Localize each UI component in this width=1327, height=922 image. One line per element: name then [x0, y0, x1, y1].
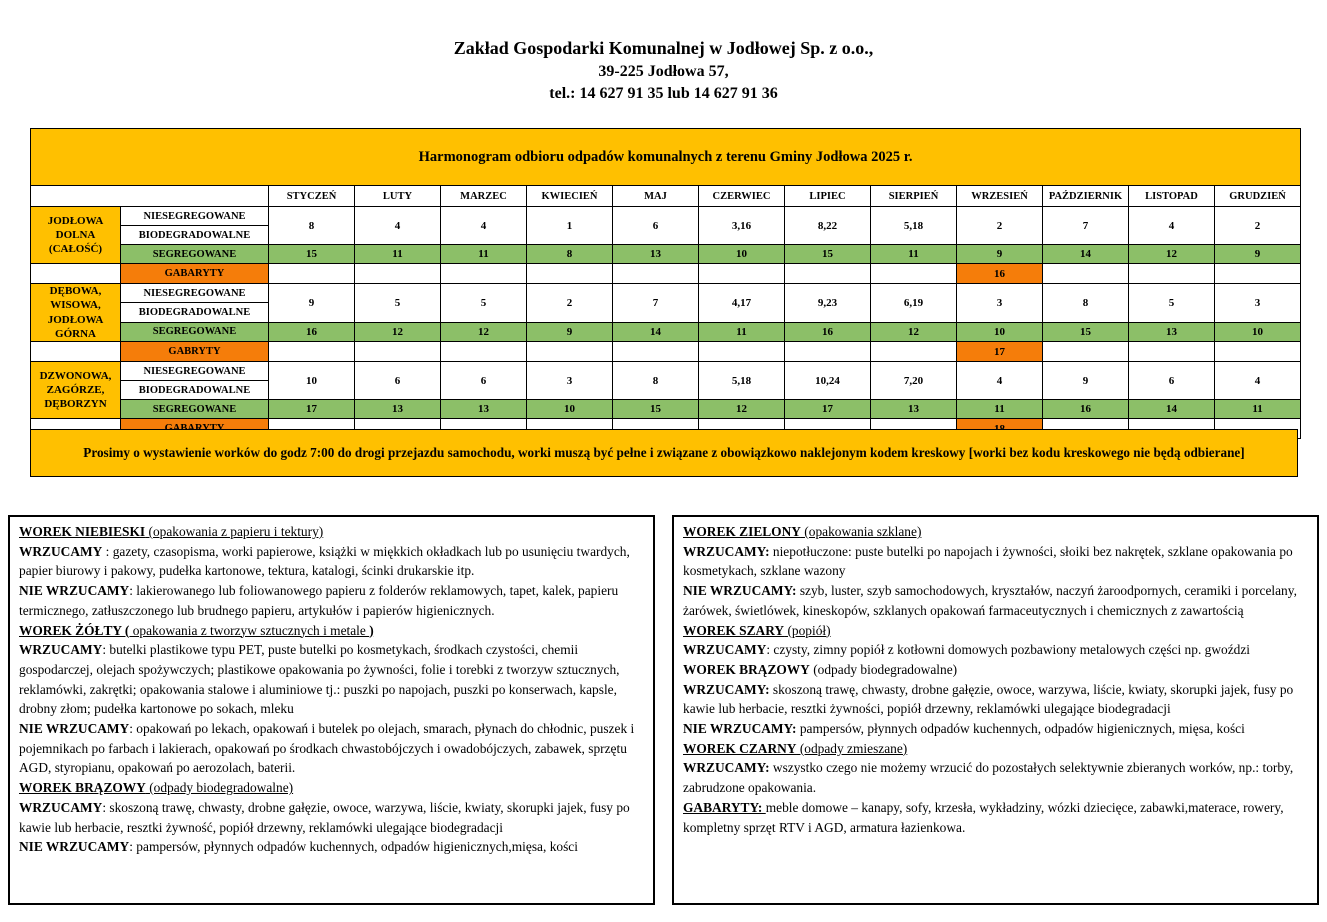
mixed-bio-value-cell: 2	[527, 284, 613, 323]
gabaryty-value-cell	[871, 342, 957, 362]
gabaryty-value-cell	[785, 342, 871, 362]
info-paragraph	[683, 542, 1307, 581]
gabaryty-value-cell	[1215, 264, 1301, 284]
info-text-run: WOREK ZIELONY	[683, 524, 801, 539]
info-text-run: WRZUCAMY	[19, 642, 103, 658]
info-text-run: NIE WRZUCAMY	[19, 839, 130, 855]
info-text-run: WOREK NIEBIESKI	[19, 524, 146, 539]
info-paragraph	[19, 542, 643, 581]
segregowane-value-cell: 12	[871, 322, 957, 341]
segregowane-value-cell: 15	[269, 245, 355, 264]
row-label-gabaryty: GABARYTY	[121, 264, 269, 284]
info-text-run: GABARYTY:	[683, 799, 766, 815]
info-text-run: WRZUCAMY:	[683, 543, 770, 559]
info-paragraph	[683, 581, 1307, 620]
gabaryty-value-cell	[1043, 342, 1129, 362]
info-paragraph	[19, 522, 643, 542]
info-text-run: WRZUCAMY	[683, 642, 767, 658]
group-row-niesegregowane	[31, 284, 1301, 303]
info-text-run: NIE WRZUCAMY	[19, 721, 130, 737]
segregowane-value-cell: 11	[957, 400, 1043, 419]
mixed-bio-value-cell: 4	[355, 207, 441, 245]
info-paragraph	[683, 798, 1307, 837]
month-header-cell: SIERPIEŃ	[871, 186, 957, 207]
row-label-segregowane: SEGREGOWANE	[121, 245, 269, 264]
info-text-run: (odpady zmieszane)	[796, 740, 908, 756]
row-label-biodegradowalne: BIODEGRADOWALNE	[121, 381, 269, 400]
document-header	[0, 38, 1327, 103]
month-header-blank	[31, 186, 269, 207]
info-text-run: szyb, luster, szyb samochodowych, kryształów, naczyń żaroodpornych, ceramiki i porcelany, żarówek, świetlówek, kineskopów, szklanych opakowań farmaceutycznych i chemicznych z zawartością	[683, 583, 1297, 618]
info-text-run: NIE WRZUCAMY:	[683, 721, 797, 737]
gabaryty-value-cell	[355, 342, 441, 362]
segregowane-value-cell: 8	[527, 245, 613, 264]
group-row-segregowane	[31, 400, 1301, 419]
mixed-bio-value-cell: 10	[269, 362, 355, 400]
info-text-run: (odpady biodegradowalne)	[145, 780, 294, 796]
mixed-bio-value-cell: 6	[613, 207, 699, 245]
row-label-niesegregowane: NIESEGREGOWANE	[121, 362, 269, 381]
info-text-run: WOREK BRĄZOWY	[683, 661, 810, 677]
group-row-niesegregowane	[31, 362, 1301, 381]
segregowane-value-cell: 13	[613, 245, 699, 264]
row-label-segregowane: SEGREGOWANE	[121, 400, 269, 419]
schedule-title: Harmonogram odbioru odpadów komunalnych z terenu Gminy Jodłowa 2025 r.	[31, 129, 1301, 186]
info-text-run: (opakowania szklane)	[800, 524, 922, 539]
info-text-run: )	[369, 622, 374, 638]
gabaryty-value-cell	[1129, 264, 1215, 284]
segregowane-value-cell: 11	[1215, 400, 1301, 419]
segregowane-value-cell: 15	[785, 245, 871, 264]
schedule-footer-note: Prosimy o wystawienie worków do godz 7:00 do drogi przejazdu samochodu, worki muszą być pełne i związane z obowiązkowo naklejonym kodem kreskowy [worki bez kodu kreskowego nie będą odbierane]	[30, 429, 1298, 477]
info-text-run: opakowania z tworzyw sztucznych i metale	[129, 622, 370, 638]
mixed-bio-value-cell: 5,18	[871, 207, 957, 245]
segregowane-value-cell: 13	[1129, 322, 1215, 341]
info-text-run: : opakowań po lekach, opakowań i butelek po olejach, smarach, płynach do chłodnic, puszek i pojemnikach po farbach i lakierach, opakowań po środkach chwastobójczych i owadobójczych, zabawek, sprzętu AGD, styropianu, opakowań po aerozolach, baterii.	[19, 721, 635, 776]
month-header-cell: WRZESIEŃ	[957, 186, 1043, 207]
row-label-segregowane: SEGREGOWANE	[121, 322, 269, 341]
segregowane-value-cell: 11	[699, 322, 785, 341]
month-header-cell: STYCZEŃ	[269, 186, 355, 207]
segregowane-value-cell: 12	[1129, 245, 1215, 264]
segregowane-value-cell: 15	[1043, 322, 1129, 341]
month-header-cell: GRUDZIEŃ	[1215, 186, 1301, 207]
info-box-left	[8, 515, 655, 905]
mixed-bio-value-cell: 3,16	[699, 207, 785, 245]
gabaryty-value-cell	[269, 264, 355, 284]
info-text-run: WRZUCAMY:	[683, 760, 770, 776]
gabaryty-value-cell	[527, 264, 613, 284]
mixed-bio-value-cell: 6,19	[871, 284, 957, 323]
info-text-run: (odpady biodegradowalne)	[809, 661, 958, 677]
segregowane-value-cell: 9	[957, 245, 1043, 264]
info-paragraph	[19, 798, 643, 837]
segregowane-value-cell: 17	[785, 400, 871, 419]
gabaryty-value-cell	[699, 342, 785, 362]
info-text-run: : butelki plastikowe typu PET, puste butelki po kosmetykach, środkach czystości, chemii gospodarczej, olejach spożywczych; plastikowe opakowania po żywności, folie i torebki z tworzyw sztucznych, reklamówki, zakrętki; opakowania stalowe i aluminiowe tj.: puszki po napojach, puszki po konserwach, kapsle, drobny złom; pudełka kartonowe po sokach, mleku	[19, 642, 620, 717]
mixed-bio-value-cell: 3	[1215, 284, 1301, 323]
group-row-segregowane	[31, 322, 1301, 341]
mixed-bio-value-cell: 5	[355, 284, 441, 323]
info-paragraph	[19, 581, 643, 620]
gabaryty-value-cell	[441, 342, 527, 362]
segregowane-value-cell: 13	[441, 400, 527, 419]
group-row-gabaryty	[31, 264, 1301, 284]
info-text-run: WOREK CZARNY	[683, 740, 797, 756]
mixed-bio-value-cell: 5	[1129, 284, 1215, 323]
segregowane-value-cell: 16	[785, 322, 871, 341]
segregowane-value-cell: 11	[355, 245, 441, 264]
segregowane-value-cell: 9	[1215, 245, 1301, 264]
row-label-biodegradowalne: BIODEGRADOWALNE	[121, 226, 269, 245]
mixed-bio-value-cell: 6	[1129, 362, 1215, 400]
gabaryty-value-cell	[1043, 264, 1129, 284]
mixed-bio-value-cell: 7	[1043, 207, 1129, 245]
info-text-run: : skoszoną trawę, chwasty, drobne gałęzie, owoce, warzywa, liście, kwiaty, skorupki jajek, fusy po kawie lub herbacie, resztki żywność, popiół drzewny, reklamówki ulegające biodegradacji	[19, 799, 630, 835]
mixed-bio-value-cell: 8	[613, 362, 699, 400]
segregowane-value-cell: 16	[269, 322, 355, 341]
info-text-run: : czysty, zimny popiół z kotłowni domowych pozbawiony metalowych części np. gwoździ	[766, 642, 1250, 658]
info-paragraph	[683, 680, 1307, 719]
gabaryty-value-cell: 16	[957, 264, 1043, 284]
segregowane-value-cell: 12	[699, 400, 785, 419]
info-paragraph	[683, 739, 1307, 759]
month-header-cell: MARZEC	[441, 186, 527, 207]
info-paragraph	[683, 522, 1307, 542]
info-text-run: (popiół)	[784, 622, 831, 638]
area-label-cell: JODŁOWA DOLNA (CAŁOŚĆ)	[31, 207, 121, 264]
segregowane-value-cell: 9	[527, 322, 613, 341]
mixed-bio-value-cell: 8,22	[785, 207, 871, 245]
month-header-cell: CZERWIEC	[699, 186, 785, 207]
month-header-cell: LISTOPAD	[1129, 186, 1215, 207]
info-paragraph	[19, 837, 643, 857]
info-text-run: : gazety, czasopisma, worki papierowe, książki w miękkich okładkach lub po usunięciu twardych, papier biurowy i pakowy, pudełka kartonowe, tektura, katalogi, ścinki drukarskie itp.	[19, 543, 630, 579]
info-text-run: WOREK BRĄZOWY	[19, 780, 146, 796]
mixed-bio-value-cell: 3	[527, 362, 613, 400]
mixed-bio-value-cell: 4	[1129, 207, 1215, 245]
gabaryty-value-cell	[785, 264, 871, 284]
mixed-bio-value-cell: 2	[957, 207, 1043, 245]
mixed-bio-value-cell: 4	[1215, 362, 1301, 400]
mixed-bio-value-cell: 6	[441, 362, 527, 400]
segregowane-value-cell: 16	[1043, 400, 1129, 419]
segregowane-value-cell: 15	[613, 400, 699, 419]
mixed-bio-value-cell: 2	[1215, 207, 1301, 245]
segregowane-value-cell: 17	[269, 400, 355, 419]
info-text-run: : lakierowanego lub foliowanowego papieru z folderów reklamowych, tapet, kalek, papieru termicznego, zatłuszczonego lub brudnego papieru, artykułów i papierów higienicznych.	[19, 583, 619, 618]
row-label-niesegregowane: NIESEGREGOWANE	[121, 284, 269, 303]
mixed-bio-value-cell: 4	[441, 207, 527, 245]
org-name: Zakład Gospodarki Komunalnej w Jodłowej Sp. z o.o.,	[453, 38, 874, 58]
mixed-bio-value-cell: 5,18	[699, 362, 785, 400]
month-header-row	[31, 186, 1301, 207]
info-box-right	[672, 515, 1319, 905]
segregowane-value-cell: 11	[871, 245, 957, 264]
area-label-cell: DĘBOWA, WISOWA, JODŁOWA GÓRNA	[31, 284, 121, 342]
info-text-run: WOREK SZARY	[683, 622, 785, 638]
info-text-run: (opakowania z papieru i tektury)	[145, 524, 324, 539]
segregowane-value-cell: 14	[1043, 245, 1129, 264]
info-paragraph	[683, 719, 1307, 739]
gabaryty-value-cell	[269, 342, 355, 362]
gabaryty-value-cell	[527, 342, 613, 362]
info-text-run: : pampersów, płynnych odpadów kuchennych, odpadów higienicznych,mięsa, kości	[129, 839, 578, 855]
group-row-gabaryty	[31, 342, 1301, 362]
segregowane-value-cell: 13	[355, 400, 441, 419]
month-header-cell: MAJ	[613, 186, 699, 207]
info-text-run: meble domowe – kanapy, sofy, krzesła, wykładziny, wózki dziecięce, zabawki,materace, rowery, kompletny sprzęt RTV i AGD, armatura łazienkowa.	[683, 799, 1284, 835]
segregowane-value-cell: 14	[613, 322, 699, 341]
month-header-cell: LIPIEC	[785, 186, 871, 207]
info-text-run: WRZUCAMY	[19, 543, 103, 559]
gabaryty-value-cell	[613, 342, 699, 362]
mixed-bio-value-cell: 9	[269, 284, 355, 323]
info-paragraph	[19, 640, 643, 719]
mixed-bio-value-cell: 6	[355, 362, 441, 400]
mixed-bio-value-cell: 9,23	[785, 284, 871, 323]
mixed-bio-value-cell: 4,17	[699, 284, 785, 323]
group-row-segregowane	[31, 245, 1301, 264]
gabaryty-value-cell: 17	[957, 342, 1043, 362]
info-paragraph	[683, 640, 1307, 660]
row-label-gabaryty: GABRYTY	[121, 342, 269, 362]
month-header-cell: PAŹDZIERNIK	[1043, 186, 1129, 207]
org-address: 39-225 Jodłowa 57,	[598, 63, 729, 80]
mixed-bio-value-cell: 4	[957, 362, 1043, 400]
info-text-run: NIE WRZUCAMY	[19, 583, 130, 599]
mixed-bio-value-cell: 5	[441, 284, 527, 323]
gabaryty-value-cell	[1129, 342, 1215, 362]
group-row-niesegregowane	[31, 207, 1301, 226]
gabaryty-value-cell	[699, 264, 785, 284]
gabaryty-value-cell	[613, 264, 699, 284]
segregowane-value-cell: 10	[699, 245, 785, 264]
info-text-run: pampersów, płynnych odpadów kuchennych, odpadów higienicznych, mięsa, kości	[796, 721, 1245, 737]
mixed-bio-value-cell: 7	[613, 284, 699, 323]
info-paragraph	[19, 719, 643, 778]
info-text-run: WRZUCAMY:	[683, 681, 770, 697]
area-blank-cell	[31, 342, 121, 362]
row-label-niesegregowane: NIESEGREGOWANE	[121, 207, 269, 226]
info-text-run: niepotłuczone: puste butelki po napojach i żywności, słoiki bez nakrętek, szklane opakowania po kosmetykach, szklane wazony	[683, 543, 1293, 579]
area-label-cell: DZWONOWA, ZAGÓRZE, DĘBORZYN	[31, 362, 121, 419]
info-paragraph	[683, 621, 1307, 641]
mixed-bio-value-cell: 7,20	[871, 362, 957, 400]
segregowane-value-cell: 10	[1215, 322, 1301, 341]
segregowane-value-cell: 12	[441, 322, 527, 341]
month-header-cell: LUTY	[355, 186, 441, 207]
month-header-cell: KWIECIEŃ	[527, 186, 613, 207]
segregowane-value-cell: 14	[1129, 400, 1215, 419]
segregowane-value-cell: 11	[441, 245, 527, 264]
mixed-bio-value-cell: 10,24	[785, 362, 871, 400]
info-text-run: skoszoną trawę, chwasty, drobne gałęzie, owoce, warzywa, liście, kwiaty, skorupki jajek, fusy po kawie lub herbacie, resztki żywności, popiół drzewny, reklamówki ulegające biodegradacji	[683, 681, 1294, 717]
gabaryty-value-cell	[1215, 342, 1301, 362]
info-paragraph	[19, 778, 643, 798]
segregowane-value-cell: 10	[527, 400, 613, 419]
info-text-run: NIE WRZUCAMY:	[683, 583, 797, 599]
info-paragraph	[19, 621, 643, 641]
org-phone: tel.: 14 627 91 35 lub 14 627 91 36	[549, 85, 778, 102]
info-text-run: WRZUCAMY	[19, 799, 103, 815]
segregowane-value-cell: 10	[957, 322, 1043, 341]
mixed-bio-value-cell: 8	[269, 207, 355, 245]
gabaryty-value-cell	[441, 264, 527, 284]
mixed-bio-value-cell: 8	[1043, 284, 1129, 323]
mixed-bio-value-cell: 1	[527, 207, 613, 245]
segregowane-value-cell: 13	[871, 400, 957, 419]
mixed-bio-value-cell: 9	[1043, 362, 1129, 400]
gabaryty-value-cell	[871, 264, 957, 284]
info-text-run: wszystko czego nie możemy wrzucić do pozostałych selektywnie zbieranych worków, np.: torby, zabrudzone opakowania.	[683, 760, 1294, 796]
gabaryty-value-cell	[355, 264, 441, 284]
info-paragraph	[683, 660, 1307, 680]
schedule-table	[30, 128, 1301, 439]
info-text-run: WOREK ŻÓŁTY (	[19, 622, 130, 638]
schedule-title-row	[31, 129, 1301, 186]
info-paragraph	[683, 758, 1307, 797]
segregowane-value-cell: 12	[355, 322, 441, 341]
area-blank-cell	[31, 264, 121, 284]
mixed-bio-value-cell: 3	[957, 284, 1043, 323]
row-label-biodegradowalne: BIODEGRADOWALNE	[121, 303, 269, 322]
